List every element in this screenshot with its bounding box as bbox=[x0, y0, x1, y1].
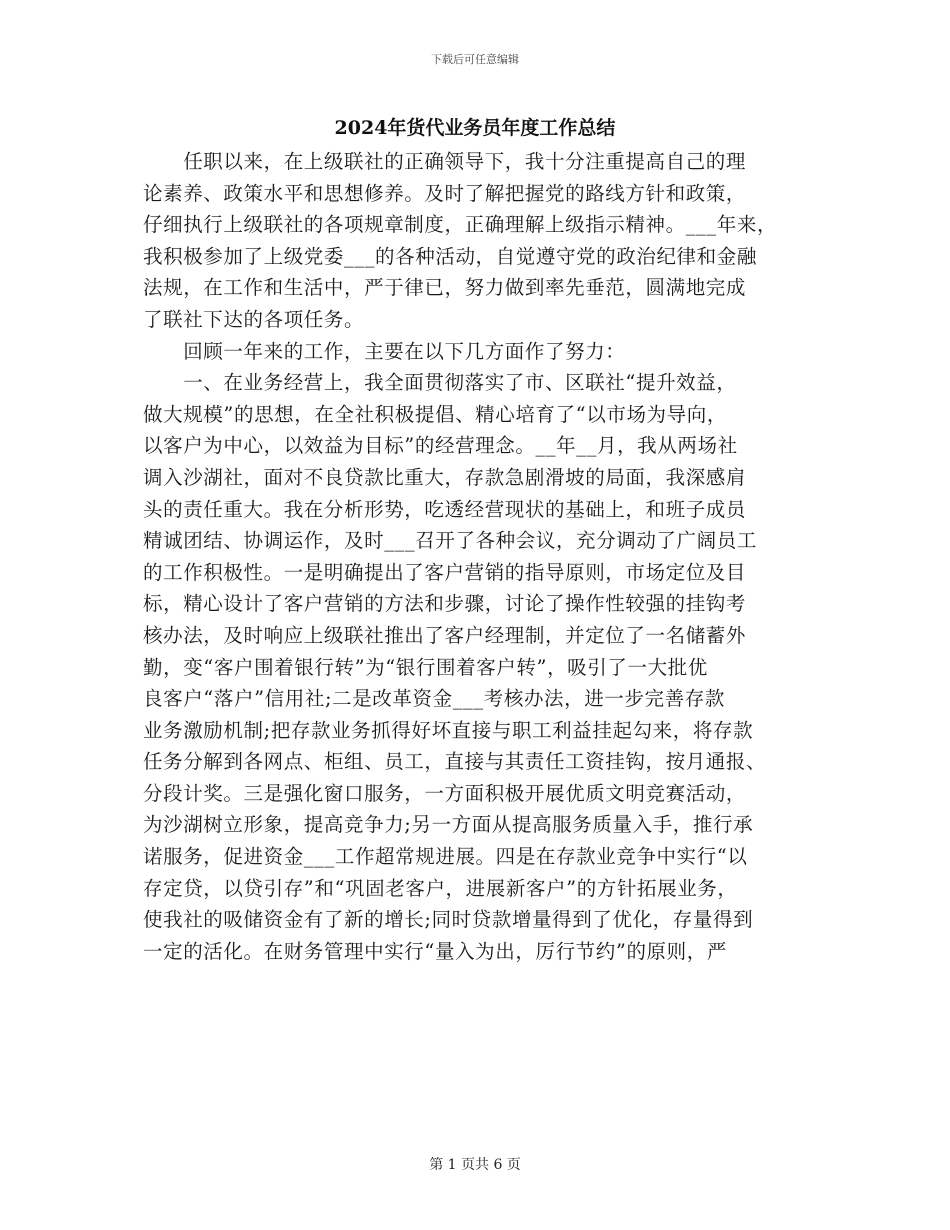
body-line: 标，精心设计了客户营销的方法和步骤，讨论了操作性较强的挂钩考 bbox=[143, 592, 747, 616]
body-line: 一定的活化。在财务管理中实行“量入为出，厉行节约”的原则，严 bbox=[143, 939, 727, 963]
body-line: 论素养、政策水平和思想修养。及时了解把握党的路线方针和政策， bbox=[143, 181, 747, 205]
document-body bbox=[143, 146, 807, 967]
body-line: 存定贷，以贷引存”和“巩固老客户，进展新客户”的方针拓展业务， bbox=[143, 876, 738, 900]
body-line: 使我社的吸储资金有了新的增长;同时贷款增量得到了优化，存量得到 bbox=[143, 908, 754, 932]
body-line: 调入沙湖社，面对不良贷款比重大，存款急剧滑坡的局面，我深感肩 bbox=[143, 465, 747, 489]
body-line: 做大规模”的思想，在全社积极提倡、精心培育了“以市场为导向， bbox=[143, 402, 727, 426]
body-line: 仔细执行上级联社的各项规章制度，正确理解上级指示精神。___年来， bbox=[143, 213, 778, 237]
body-line: 头的责任重大。我在分析形势，吃透经营现状的基础上，和班子成员 bbox=[143, 497, 747, 521]
body-line: 为沙湖树立形象，提高竞争力;另一方面从提高服务质量入手，推行承 bbox=[143, 813, 754, 837]
body-line: 勤，变“客户围着银行转”为“银行围着客户转”，吸引了一大批优 bbox=[143, 655, 708, 679]
body-line: 诺服务，促进资金___工作超常规进展。四是在存款业竞争中实行“以 bbox=[143, 845, 748, 869]
body-line: 以客户为中心，以效益为目标”的经营理念。__年__月，我从两场社 bbox=[143, 434, 738, 458]
body-line: 任职以来，在上级联社的正确领导下，我十分注重提高自己的理 bbox=[143, 150, 747, 173]
body-line: 核办法，及时响应上级联社推出了客户经理制，并定位了一名储蓄外 bbox=[143, 623, 747, 647]
body-line: 回顾一年来的工作，主要在以下几方面作了努力： bbox=[143, 339, 626, 363]
document-title: 2024年货代业务员年度工作总结 bbox=[334, 117, 616, 139]
page-header-note: 下载后可任意编辑 bbox=[431, 53, 519, 66]
body-line: 精诚团结、协调运作，及时___召开了各种会议，充分调动了广阔员工 bbox=[143, 529, 757, 553]
body-line: 一、在业务经营上，我全面贯彻落实了市、区联社“提升效益， bbox=[143, 371, 737, 395]
body-line: 法规，在工作和生活中，严于律已，努力做到率先垂范，圆满地完成 bbox=[143, 276, 747, 300]
body-line: 的工作积极性。一是明确提出了客户营销的指导原则，市场定位及目 bbox=[143, 560, 747, 584]
body-line: 良客户“落户”信用社;二是改革资金___考核办法，进一步完善存款 bbox=[143, 687, 725, 711]
body-line: 了联社下达的各项任务。 bbox=[143, 307, 365, 331]
body-line: 我积极参加了上级党委___的各种活动，自觉遵守党的政治纪律和金融 bbox=[143, 244, 757, 268]
page-number: 第 1 页共 6 页 bbox=[429, 1157, 521, 1173]
body-line: 任务分解到各网点、柜组、员工，直接与其责任工资挂钩，按月通报、 bbox=[143, 750, 767, 774]
body-line: 分段计奖。三是强化窗口服务，一方面积极开展优质文明竞赛活动， bbox=[143, 781, 747, 805]
body-line: 业务激励机制;把存款业务抓得好坏直接与职工利益挂起勾来，将存款 bbox=[143, 718, 754, 742]
